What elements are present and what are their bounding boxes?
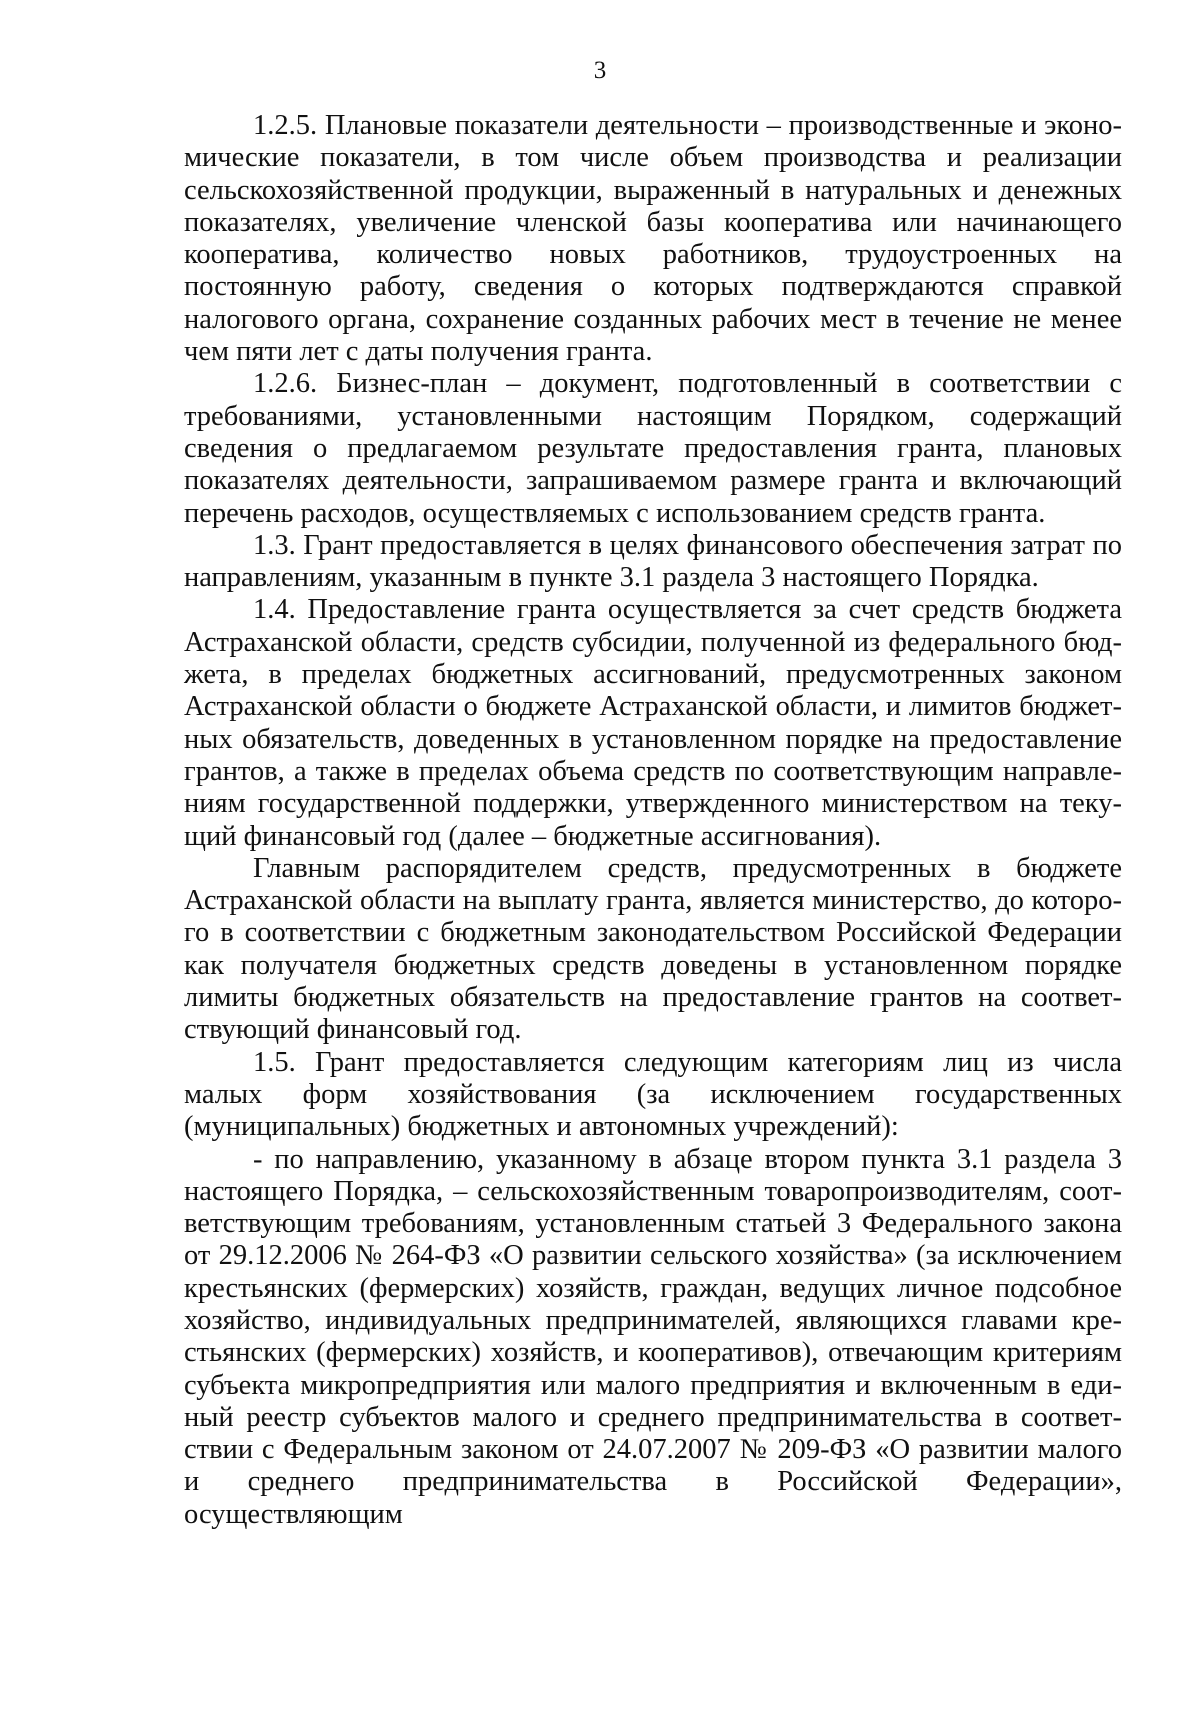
paragraph-1-3: 1.3. Грант предоставляется в целях финансового обеспечения затрат по направлениям, указанным в пункте 3.1 раздела 3 настоящего Порядка. <box>184 529 1122 594</box>
paragraph-1-4: 1.4. Предоставление гранта осуществляется за счет средств бюджета Астраханской области, средств субсидии, полученной из федерального бюджета, в пределах бюджетных ассигнований, предусмотренных законом Астраханской области о бюджете Астраханской области, и лимитов бюджетных обязательств, доведенных в установленном порядке на предоставление грантов, а также в пределах объема средств по соответствующим направлениям государственной поддержки, утвержденного министерством на текущий финансовый год (далее – бюджетные ассигнования). <box>184 594 1122 852</box>
paragraph-1-5: 1.5. Грант предоставляется следующим категориям лиц из числа малых форм хозяйствования (за исключением государственных (муниципальных) бюджетных и автономных учреждений): <box>184 1046 1122 1143</box>
paragraph-1-2-6: 1.2.6. Бизнес-план – документ, подготовленный в соответствии с требованиями, установленными настоящим Порядком, содержащий сведения о предлагаемом результате предоставления гранта, плановых показателях деятельности, запрашиваемом размере гранта и включающий перечень расходов, осуществляемых с использованием средств гранта. <box>184 368 1122 529</box>
paragraph-1-2-5: 1.2.5. Плановые показатели деятельности – производственные и экономические показатели, в том числе объем производства и реализации сельскохозяйственной продукции, выраженный в натуральных и денежных показателях, увеличение членской базы кооператива или начинающего кооператива, количество новых работников, трудоустроенных на постоянную работу, сведения о которых подтверждаются справкой налогового органа, сохранение созданных рабочих мест в течение не менее чем пяти лет с даты получения гранта. <box>184 110 1122 368</box>
paragraph-direction-item: - по направлению, указанному в абзаце втором пункта 3.1 раздела 3 настоящего Порядка, – сельскохозяйственным товаропроизводителям, соответствующим требованиям, установленным статьей 3 Федерального закона от 29.12.2006 № 264-ФЗ «О развитии сельского хозяйства» (за исключением крестьянских (фермерских) хозяйств, граждан, ведущих личное подсобное хозяйство, индивидуальных предпринимателей, являющихся главами крестьянских (фермерских) хозяйств, и кооперативов), отвечающим критериям субъекта микропредприятия или малого предприятия и включенным в единый реестр субъектов малого и среднего предпринимательства в соответствии с Федеральным законом от 24.07.2007 № 209-ФЗ «О развитии малого и среднего предпринимательства в Российской Федерации», осуществляющим <box>184 1143 1122 1530</box>
paragraph-chief-administrator: Главным распорядителем средств, предусмотренных в бюджете Астраханской области на выплату гранта, является министерство, до которого в соответствии с бюджетным законодательством Российской Федерации как получателя бюджетных средств доведены в установленном порядке лимиты бюджетных обязательств на предоставление грантов на соответствующий финансовый год. <box>184 852 1122 1046</box>
page-number: 3 <box>593 57 607 84</box>
document-body <box>184 110 1122 1531</box>
